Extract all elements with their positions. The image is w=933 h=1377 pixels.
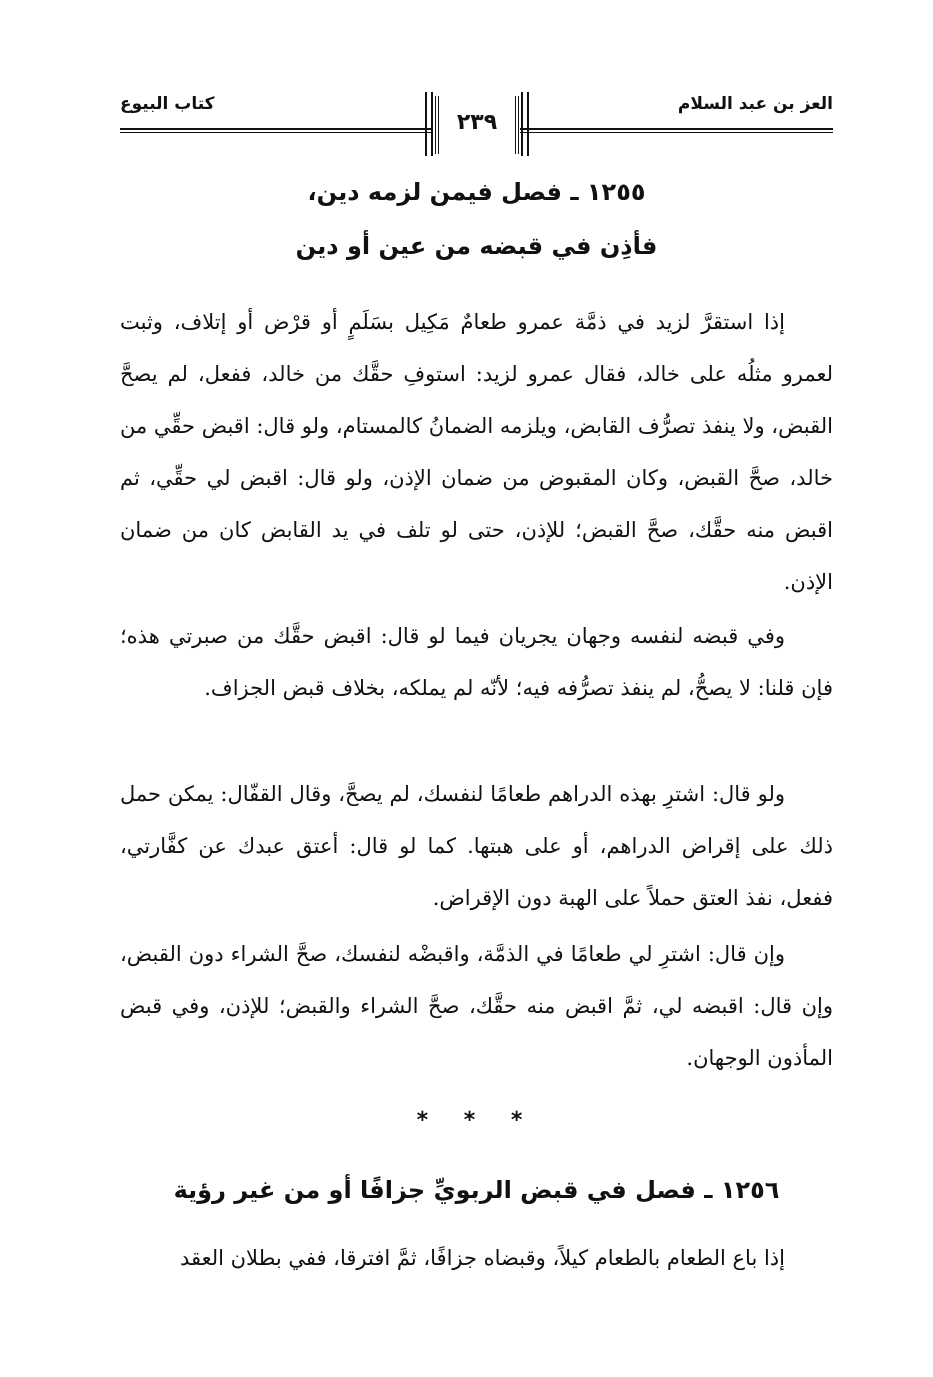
section-heading-1-line1: ١٢٥٥ ـ فصل فيمن لزمه دين، <box>307 178 646 206</box>
paragraph-4: وإن قال: اشترِ لي طعامًا في الذمَّة، واقبضْه لنفسك، صحَّ الشراء دون القبض، وإن قال: اقبضه لي، ثمَّ اقبض منه حقَّك، صحَّ الشراء والقبض؛ للإذن، وفي قبض المأذون الوجهان. <box>120 942 833 1070</box>
section-heading-2: ١٢٥٦ ـ فصل في قبض الربويِّ جزافًا أو من غير رؤية <box>173 1176 780 1204</box>
section-separator: * * * <box>416 1108 537 1133</box>
page-number: ٢٣٩ <box>456 110 498 135</box>
paragraph-1: إذا استقرَّ لزيد في ذمَّة عمرو طعامٌ مَكِيل بسَلَمٍ أو قرْض أو إتلاف، وثبت لعمرو مثلُه على خالد، فقال عمرو لزيد: استوفِ حقَّك من خالد، ففعل، لم يصحَّ القبض، ولا ينفذ تصرُّف القابض، ويلزمه الضمانُ كالمستام، ولو قال: اقبض حقِّي من خالد، صحَّ القبض، وكان المقبوض من ضمان الإذن، ولو قال: اقبض لي حقِّي، ثم اقبض منه حقَّك، صحَّ القبض؛ للإذن، حتى لو تلف في يد القابض كان من ضمان الإذن. <box>120 310 833 594</box>
paragraph-3: ولو قال: اشترِ بهذه الدراهم طعامًا لنفسك، لم يصحَّ، وقال القفّال: يمكن حمل ذلك على إقراض الدراهم، أو على هبتها. كما لو قال: أعتق عبدك عن كفَّارتي، ففعل، نفذ العتق حملاً على الهبة دون الإقراض. <box>120 782 833 910</box>
author-title: العز بن عبد السلام <box>677 94 833 114</box>
header-rule-right <box>520 128 833 133</box>
paragraph-2: وفي قبضه لنفسه وجهان يجريان فيما لو قال: اقبض حقَّك من صبرتي هذه؛ فإن قلنا: لا يصحُّ، لم ينفذ تصرُّفه فيه؛ لأنّه لم يملكه، بخلاف قبض الجزاف. <box>120 624 833 700</box>
paragraph-5: إذا باع الطعام بالطعام كيلاً، وقبضاه جزافًا، ثمَّ افترقا، ففي بطلان العقد <box>179 1246 785 1270</box>
page-number-frame <box>435 96 519 154</box>
running-header <box>120 88 833 154</box>
section-heading-1-line2: فأذِن في قبضه من عين أو دين <box>295 232 658 260</box>
book-section-title: كتاب البيوع <box>120 94 215 114</box>
header-rule-left <box>120 128 433 133</box>
